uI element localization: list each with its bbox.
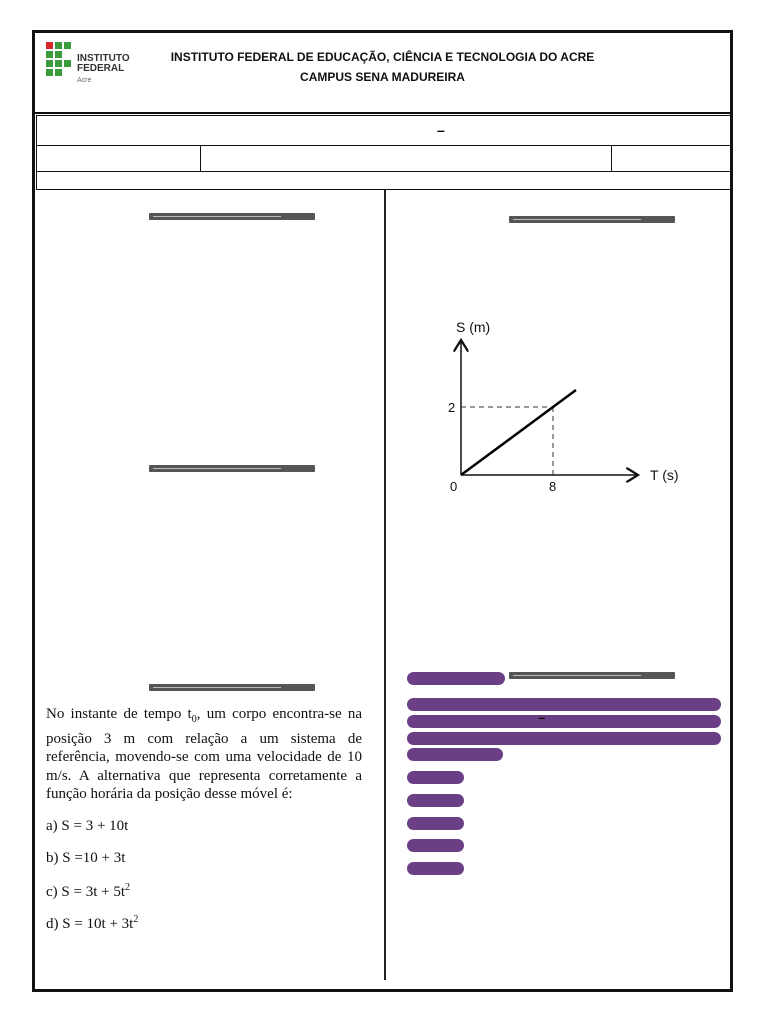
x-axis-label: T (s)	[650, 467, 679, 483]
redacted-heading-1	[149, 213, 315, 220]
option-c-label: c) S = 3t + 5t	[46, 884, 125, 900]
form-title-row	[36, 115, 731, 146]
option-b[interactable]	[46, 850, 125, 867]
redacted-heading-4	[509, 216, 675, 223]
logo-line1: INSTITUTO	[77, 53, 130, 64]
question-before: No instante de tempo t	[46, 706, 192, 722]
redacted-pill-5	[407, 748, 503, 761]
institution-title: INSTITUTO FEDERAL DE EDUCAÇÃO, CIÊNCIA E TECNOLOGIA DO ACRE	[170, 50, 595, 64]
form-field-student[interactable]	[200, 145, 612, 172]
question-subscript: 0	[191, 714, 197, 725]
option-b-label: b) S =10 + 3t	[46, 850, 126, 866]
redacted-pill-1	[407, 672, 505, 685]
form-field-grade[interactable]	[611, 145, 731, 172]
question-after: , um corpo encontra-se na posição 3 m com relação a um sistema de referência, movendo-se com uma velocidade de 10 m/s. A alternativa que representa corretamente a função horária da posição desse móvel é:	[46, 706, 363, 802]
header	[34, 32, 731, 114]
redacted-pill-opt-d	[407, 839, 464, 852]
redacted-pill-4	[407, 732, 721, 745]
logo-line2: FEDERAL	[77, 63, 125, 74]
redacted-pill-opt-a	[407, 771, 464, 784]
title-dash: –	[437, 122, 445, 138]
option-d-label: d) S = 10t + 3t	[46, 916, 134, 932]
question-text	[46, 705, 362, 804]
redacted-pill-opt-b	[407, 794, 464, 807]
option-a-label: a) S = 3 + 10t	[46, 818, 129, 834]
right-panel-dash: –	[538, 710, 546, 725]
redacted-heading-3	[149, 684, 315, 691]
redacted-pill-3	[407, 715, 721, 728]
campus-title: CAMPUS SENA MADUREIRA	[300, 70, 465, 84]
y-tick-label: 2	[448, 400, 456, 415]
form-info-row	[36, 171, 731, 190]
option-c-sup: 2	[125, 882, 130, 893]
column-divider	[384, 190, 386, 980]
option-d-sup: 2	[133, 914, 139, 925]
redacted-heading-5	[509, 672, 675, 679]
form-field-name[interactable]	[36, 145, 201, 172]
option-a[interactable]	[46, 818, 128, 835]
y-axis-label: S (m)	[456, 319, 491, 335]
redacted-pill-2	[407, 698, 721, 711]
redacted-pill-opt-e	[407, 862, 464, 875]
logo-sub: Acre	[77, 77, 92, 84]
option-d[interactable]	[46, 914, 138, 933]
x-tick-label: 8	[549, 479, 557, 494]
origin-label: 0	[450, 479, 458, 494]
redacted-pill-opt-c	[407, 817, 464, 830]
option-c[interactable]	[46, 882, 130, 901]
redacted-heading-2	[149, 465, 315, 472]
